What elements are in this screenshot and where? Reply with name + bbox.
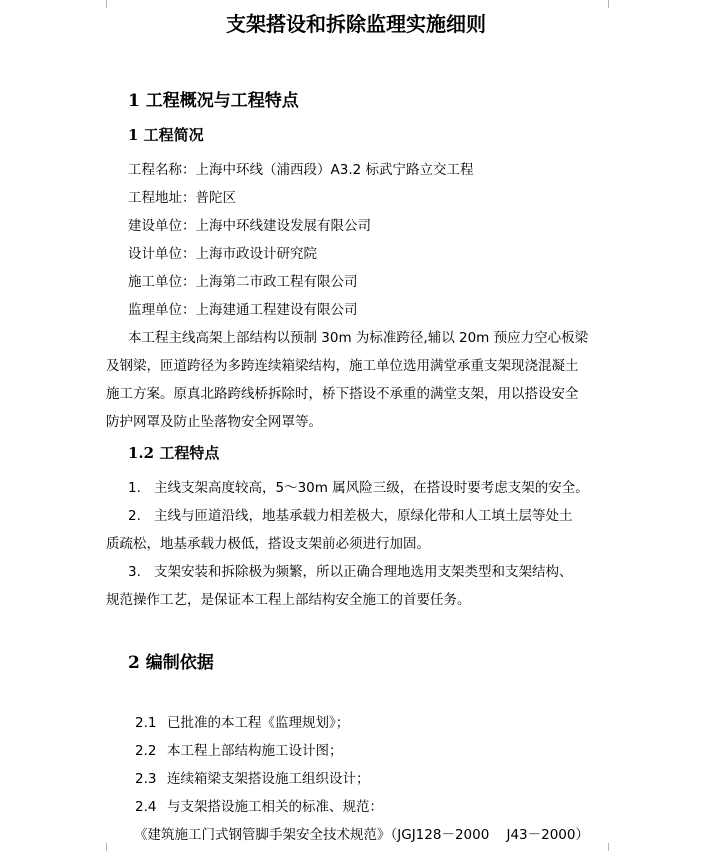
list-item-continuation: 规范操作工艺，是保证本工程上部结构安全施工的首要任务。 xyxy=(106,592,471,608)
list-item-number: 2.4 xyxy=(135,799,157,815)
list-item-number: 2.3 xyxy=(135,771,157,787)
list-item-text: 支架安装和拆除极为频繁，所以正确合理地选用支架类型和支架结构、 xyxy=(154,564,573,580)
design-unit-field: 设计单位：上海市政设计研究院 xyxy=(128,246,317,262)
page-corner-mark xyxy=(608,843,631,851)
paragraph-line: 本工程主线高架上部结构以预制 30m 为标准跨径,辅以 20m 预应力空心板梁 xyxy=(128,330,589,346)
paragraph-line: 施工方案。原真北路跨线桥拆除时，桥下搭设不承重的满堂支架，用以搭设安全 xyxy=(106,386,579,402)
section-1-heading: 1 工程概况与工程特点 xyxy=(128,91,299,111)
subsection-1-2-heading: 1.2 工程特点 xyxy=(128,444,220,462)
list-item-text: 连续箱梁支架搭设施工组织设计； xyxy=(167,771,370,787)
page-corner-mark xyxy=(608,0,631,8)
list-item xyxy=(128,476,589,496)
list-item xyxy=(135,795,383,815)
document-title: 支架搭设和拆除监理实施细则 xyxy=(226,12,486,36)
list-item-number: 1. xyxy=(128,480,141,496)
construction-unit-field: 施工单位：上海第二市政工程有限公司 xyxy=(128,274,358,290)
list-item xyxy=(135,767,370,787)
paragraph-line: 及钢梁，匝道跨径为多跨连续箱梁结构，施工单位选用满堂承重支架现浇混凝土 xyxy=(106,358,579,374)
list-item-number: 2.2 xyxy=(135,743,157,759)
list-item-text: 本工程上部结构施工设计图； xyxy=(167,743,343,759)
list-item-number: 2.1 xyxy=(135,715,157,731)
list-item-continuation: 质疏松，地基承载力极低，搭设支架前必须进行加固。 xyxy=(106,536,430,552)
supervision-unit-field: 监理单位：上海建通工程建设有限公司 xyxy=(128,302,358,318)
list-item xyxy=(135,711,349,731)
list-item-number: 2. xyxy=(128,508,141,524)
subsection-1-1-heading: 1 工程简况 xyxy=(128,126,204,144)
standard-reference-line: 《建筑施工门式钢管脚手架安全技术规范》（JGJ128－2000 J43－2000） xyxy=(134,827,589,843)
list-item xyxy=(128,560,573,580)
project-name-field: 工程名称：上海中环线（浦西段）A3.2 标武宁路立交工程 xyxy=(128,162,474,178)
page-corner-mark xyxy=(84,843,107,851)
page-corner-mark xyxy=(84,0,107,8)
paragraph-line: 防护网罩及防止坠落物安全网罩等。 xyxy=(106,414,322,430)
list-item xyxy=(135,739,343,759)
section-2-heading: 2 编制依据 xyxy=(128,653,214,673)
list-item-text: 与支架搭设施工相关的标准、规范： xyxy=(167,799,383,815)
list-item-text: 已批准的本工程《监理规划》； xyxy=(167,715,350,731)
project-address-field: 工程地址：普陀区 xyxy=(128,190,236,206)
list-item-text: 主线支架高度较高，5～30m 属风险三级，在搭设时要考虑支架的安全。 xyxy=(154,480,589,496)
list-item-text: 主线与匝道沿线，地基承载力相差极大，原绿化带和人工填土层等处土 xyxy=(154,508,573,524)
list-item xyxy=(128,504,573,524)
list-item-number: 3. xyxy=(128,564,141,580)
owner-unit-field: 建设单位：上海中环线建设发展有限公司 xyxy=(128,218,371,234)
